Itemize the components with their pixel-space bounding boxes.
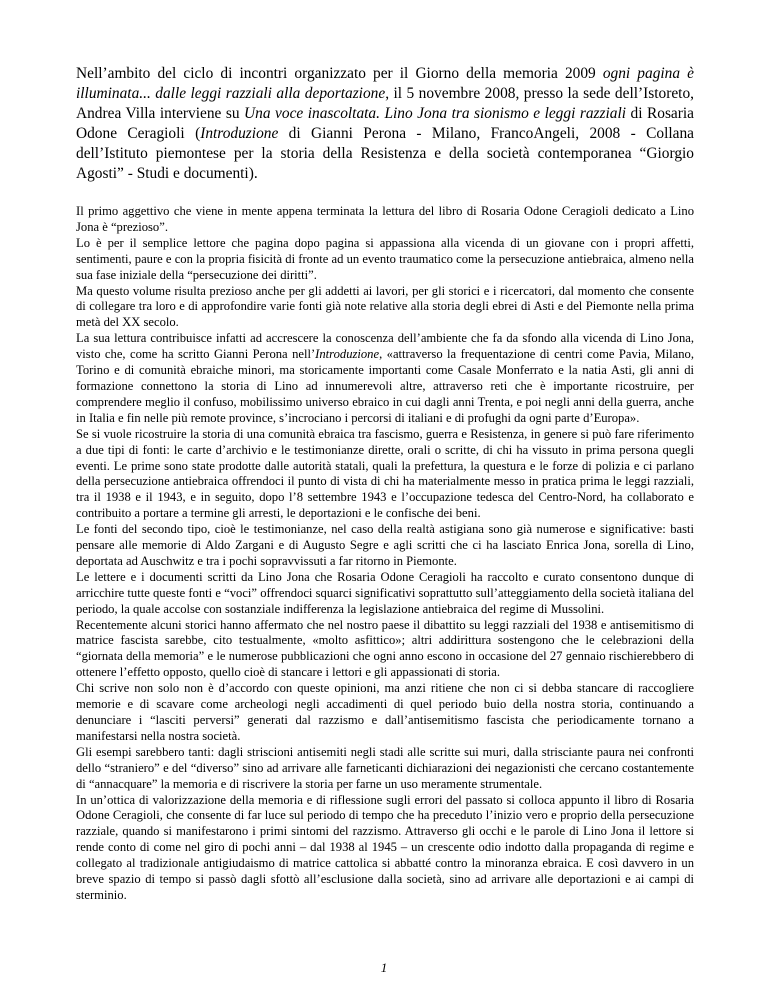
page-number: 1 bbox=[380, 960, 388, 975]
body-text bbox=[76, 204, 694, 904]
paragraph: Ma questo volume risulta prezioso anche per gli addetti ai lavori, per gli storici e i ricercatori, dal momento che consente di collegare tra loro e di approfondire varie fonti già note relative alla storia degli ebrei di Asti e del Piemonte nella prima metà del XX secolo. bbox=[76, 283, 694, 330]
introduction-label: Introduzione bbox=[200, 125, 279, 142]
intro-text: di Rosaria Odone Ceragioli ( bbox=[76, 105, 694, 142]
paragraph-text: , «attraverso la frequentazione di centri come Pavia, Milano, Torino e di comunità ebraiche minori, ma storicamente importanti come Casale Monferrato e la natia Asti, gli anni di formazione connettono la storia di Lino ad innumerevoli altre, attraverso reti che è importante ricostruire, per comprendere meglio il confuso, mobilissimo universo ebraico in cui dagli anni Trenta, e poi negli anni della guerra, anche in Italia e fin nelle più remote province, s’incrociano i percorsi di italiani e di profughi da ogni parte d’Europa». bbox=[76, 347, 694, 425]
paragraph bbox=[76, 331, 694, 426]
paragraph: Se si vuole ricostruire la storia di una comunità ebraica tra fascismo, guerra e Resistenza, in genere si può fare riferimento a due tipi di fonti: le carte d’archivio e le testimonianze dirette, orali o scritte, di chi ha vissuto in prima persona quegli eventi. Le prime sono state prodotte dalle autorità statali, quali la prefettura, la questura e le forze di polizia e ci parlano della persecuzione antiebraica offrendoci il punto di vista di chi ha materialmente messo in pratica prima le leggi razziali, tra il 1938 e il 1943, e in seguito, dopo l’8 settembre 1943 e l’occupazione tedesca del Centro-Nord, ha collaborato e contribuito a portare a termine gli arresti, le deportazioni e le confische dei beni. bbox=[76, 426, 694, 521]
paragraph: Chi scrive non solo non è d’accordo con queste opinioni, ma anzi ritiene che non ci si debba stancare di raccogliere memorie e di scavare come archeologi negli accadimenti di quel periodo buio della nostra storia, continuando a denunciare i “lasciti perversi” generati dal razzismo e dall’antisemitismo fascista che periodicamente tornano a manifestarsi nella nostra società. bbox=[76, 681, 694, 743]
intro-paragraph bbox=[76, 64, 694, 184]
paragraph: In un’ottica di valorizzazione della memoria e di riflessione sugli errori del passato si colloca appunto il libro di Rosaria Odone Ceragioli, che consente di far luce sul periodo di tempo che ha preceduto l’inizio vero e proprio della persecuzione razziale, quando si manifestarono i primi sintomi del razzismo. Attraverso gli occhi e le parole di Lino Jona il lettore si rende conto di come nel giro di pochi anni – dal 1938 al 1945 – un crescente odio indotto dalla propaganda di regime e collegato al tradizionale antigiudaismo di matrice cattolica si abbatté contro la minoranza ebraica. E così davvero in un breve spazio di tempo si passò dagli sfottò all’esclusione dalla società, sino ad arrivare alle deportazioni e ai campi di sterminio. bbox=[76, 792, 694, 902]
intro-text: , il 5 novembre 2008, presso la sede dell’Istoreto, Andrea Villa interviene su bbox=[76, 85, 695, 122]
paragraph: Le lettere e i documenti scritti da Lino Jona che Rosaria Odone Ceragioli ha raccolto e curato consentono dunque di arricchire tutte queste fonti e “voci” offrendoci squarci significativi soprattutto sull’atteggiamento della società italiana del periodo, la quale accolse con sostanziale indifferenza la legislazione antiebraica del regime di Mussolini. bbox=[76, 569, 694, 616]
introduction-reference: Introduzione bbox=[315, 347, 380, 362]
intro-text: Nell’ambito del ciclo di incontri organizzato per il Giorno della memoria 2009 bbox=[76, 65, 603, 82]
cycle-title: ogni pagina è illuminata... dalle leggi razziali alla deportazione bbox=[76, 65, 694, 102]
paragraph: Lo è per il semplice lettore che pagina dopo pagina si appassiona alla vicenda di un giovane con i propri affetti, sentimenti, paure e con la propria fisicità di fronte ad un evento traumatico come la persecuzione antiebraica, almeno nella sua fase iniziale della “persecuzione dei diritti”. bbox=[76, 235, 694, 282]
paragraph-text: La sua lettura contribuisce infatti ad accrescere la conoscenza dell’ambiente che fa da sfondo alla vicenda di Lino Jona, visto che, come ha scritto Gianni Perona nell’ bbox=[76, 331, 694, 362]
paragraph: Il primo aggettivo che viene in mente appena terminata la lettura del libro di Rosaria Odone Ceragioli dedicato a Lino Jona è “prezioso”. bbox=[76, 204, 694, 234]
paragraph: Le fonti del secondo tipo, cioè le testimonianze, nel caso della realtà astigiana sono già numerose e significative: basti pensare alle memorie di Aldo Zargani e di Augusto Segre e agli scritti che ci ha lasciato Enrica Jona, sorella di Lino, deportata ad Auschwitz e tra i pochi sopravvissuti a far ritorno in Piemonte. bbox=[76, 522, 694, 568]
paragraph: Gli esempi sarebbero tanti: dagli striscioni antisemiti negli stadi alle scritte sui muri, dalla strisciante paura nei confronti dello “straniero” e del “diverso” sino ad arrivare alle farneticanti dichiarazioni dei negazionisti che cercano costantemente di “annacquare” la memoria e di riscrivere la storia per farne un uso meramente strumentale. bbox=[76, 744, 694, 791]
paragraph: Recentemente alcuni storici hanno affermato che nel nostro paese il dibattito su leggi razziali del 1938 e antisemitismo di matrice fascista sarebbe, cito testualmente, «molto asfittico»; altri addirittura sostengono che le celebrazioni della “giornata della memoria” e le numerose pubblicazioni che ogni anno escono in occasione del 27 gennaio rischierebbero di ottenere l’effetto opposto, quello cioè di stancare i lettori e gli appassionati di storia. bbox=[76, 617, 694, 680]
document-page bbox=[76, 64, 694, 904]
talk-title: Una voce inascoltata. Lino Jona tra sionismo e leggi razziali bbox=[244, 105, 627, 122]
intro-text: di Gianni Perona - Milano, FrancoAngeli, 2008 - Collana dell’Istituto piemontese per la storia della Resistenza e della società contemporanea “Giorgio Agosti” - Studi e documenti). bbox=[76, 125, 694, 182]
